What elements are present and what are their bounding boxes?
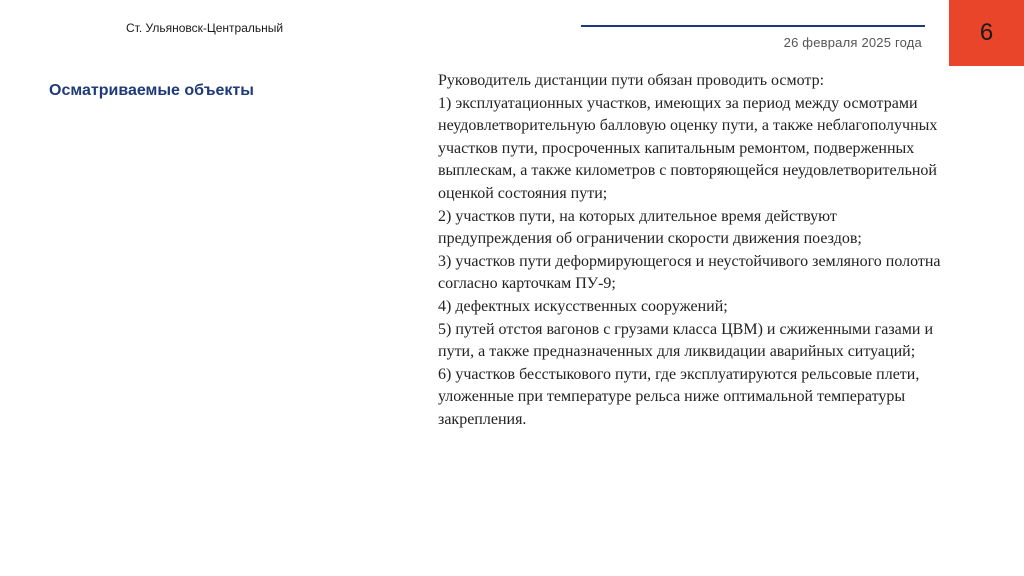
slide-date: 26 февраля 2025 года <box>783 35 922 50</box>
list-item-1: 1) эксплуатационных участков, имеющих за период между осмотрами неудовлетворительную балловую оценку пути, а также неблагополучных участков пути, просроченных капитальным ремонтом, подверженных выплескам, а также километров с повторяющейся неудовлетворительной оценкой состояния пути; <box>438 94 938 202</box>
section-title: Осматриваемые объекты <box>49 82 254 99</box>
station-name: Ст. Ульяновск-Центральный <box>126 21 284 35</box>
intro-paragraph: Руководитель дистанции пути обязан проводить осмотр: <box>438 72 825 89</box>
list-item-5: 5) путей отстоя вагонов с грузами класса ЦВМ) и сжиженными газами и пути, а также предназначенных для ликвидации аварийных ситуаций; <box>438 320 934 361</box>
list-item-2: 2) участков пути, на которых длительное время действуют предупреждения об ограничении скорости движения поездов; <box>438 207 862 248</box>
body-text <box>438 70 948 432</box>
list-item-6: 6) участков бесстыкового пути, где эксплуатируются рельсовые плети, уложенные при температуре рельса ниже оптимальной температуры закрепления. <box>438 365 920 428</box>
list-item-3: 3) участков пути деформирующегося и неустойчивого земляного полотна согласно карточкам ПУ-9; <box>438 252 941 293</box>
page-number-badge: 6 <box>949 0 1024 66</box>
list-item-4: 4) дефектных искусственных сооружений; <box>438 297 728 315</box>
header-divider <box>581 25 925 27</box>
